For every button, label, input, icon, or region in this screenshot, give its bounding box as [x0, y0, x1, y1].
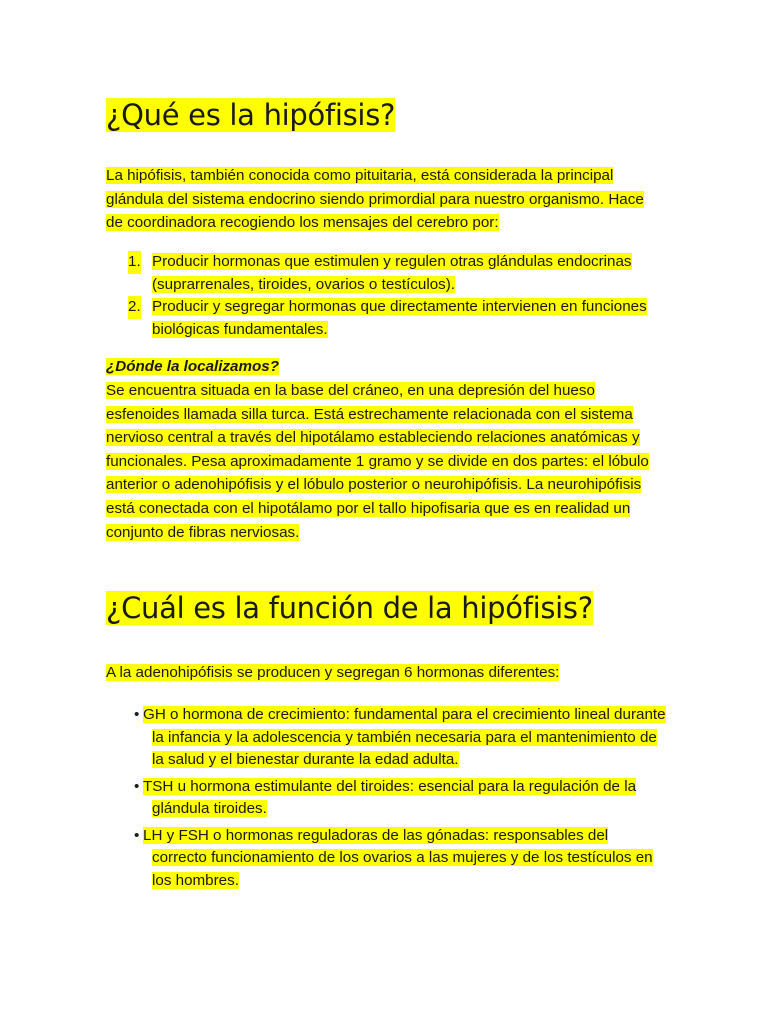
- heading-que-es: ¿Qué es la hipófisis?: [106, 98, 396, 132]
- list-item: 1. Producir hormonas que estimulen y regulen otras glándulas endocrinas (suprarrenales, tiroides, ovarios o testículos).: [128, 253, 632, 293]
- intro-paragraph: La hipófisis, también conocida como pituitaria, está considerada la principal glándula del sistema endocrino siendo primordial para nuestro organismo. Hace de coordinadora recogiendo los mensajes del cerebro por:: [106, 167, 644, 232]
- function-list: [106, 251, 666, 341]
- list-item: • LH y FSH o hormonas reguladoras de las gónadas: responsables del correcto funcionamiento de los ovarios a las mujeres y de los testículos en los hombres.: [134, 826, 653, 889]
- hormones-list: [106, 704, 666, 896]
- list-item: • TSH u hormona estimulante del tiroides: esencial para la regulación de la glándula tiroides.: [134, 777, 637, 817]
- list-item: 2. Producir y segregar hormonas que directamente intervienen en funciones biológicas fundamentales.: [128, 298, 647, 338]
- heading-funcion: ¿Cuál es la función de la hipófisis?: [106, 591, 593, 625]
- location-subheading: ¿Dónde la localizamos?: [106, 358, 280, 375]
- hormones-intro: A la adenohipófisis se producen y segregan 6 hormonas diferentes:: [106, 664, 560, 681]
- list-item: • GH o hormona de crecimiento: fundamental para el crecimiento lineal durante la infancia y la adolescencia y también necesaria para el mantenimiento de la salud y el bienestar durante la edad adulta.: [134, 706, 666, 768]
- location-paragraph: Se encuentra situada en la base del cráneo, en una depresión del hueso esfenoides llamada silla turca. Está estrechamente relacionada con el sistema nervioso central a través del hipotálamo estableciendo relaciones anatómicas y funcionales. Pesa aproximadamente 1 gramo y se divide en dos partes: el lóbulo anterior o adenohipófisis y el lóbulo posterior o neurohipófisis. La neurohipófisis está conectada con el hipotálamo por el tallo hipofisaria que es en realidad un conjunto de fibras nerviosas.: [106, 382, 649, 541]
